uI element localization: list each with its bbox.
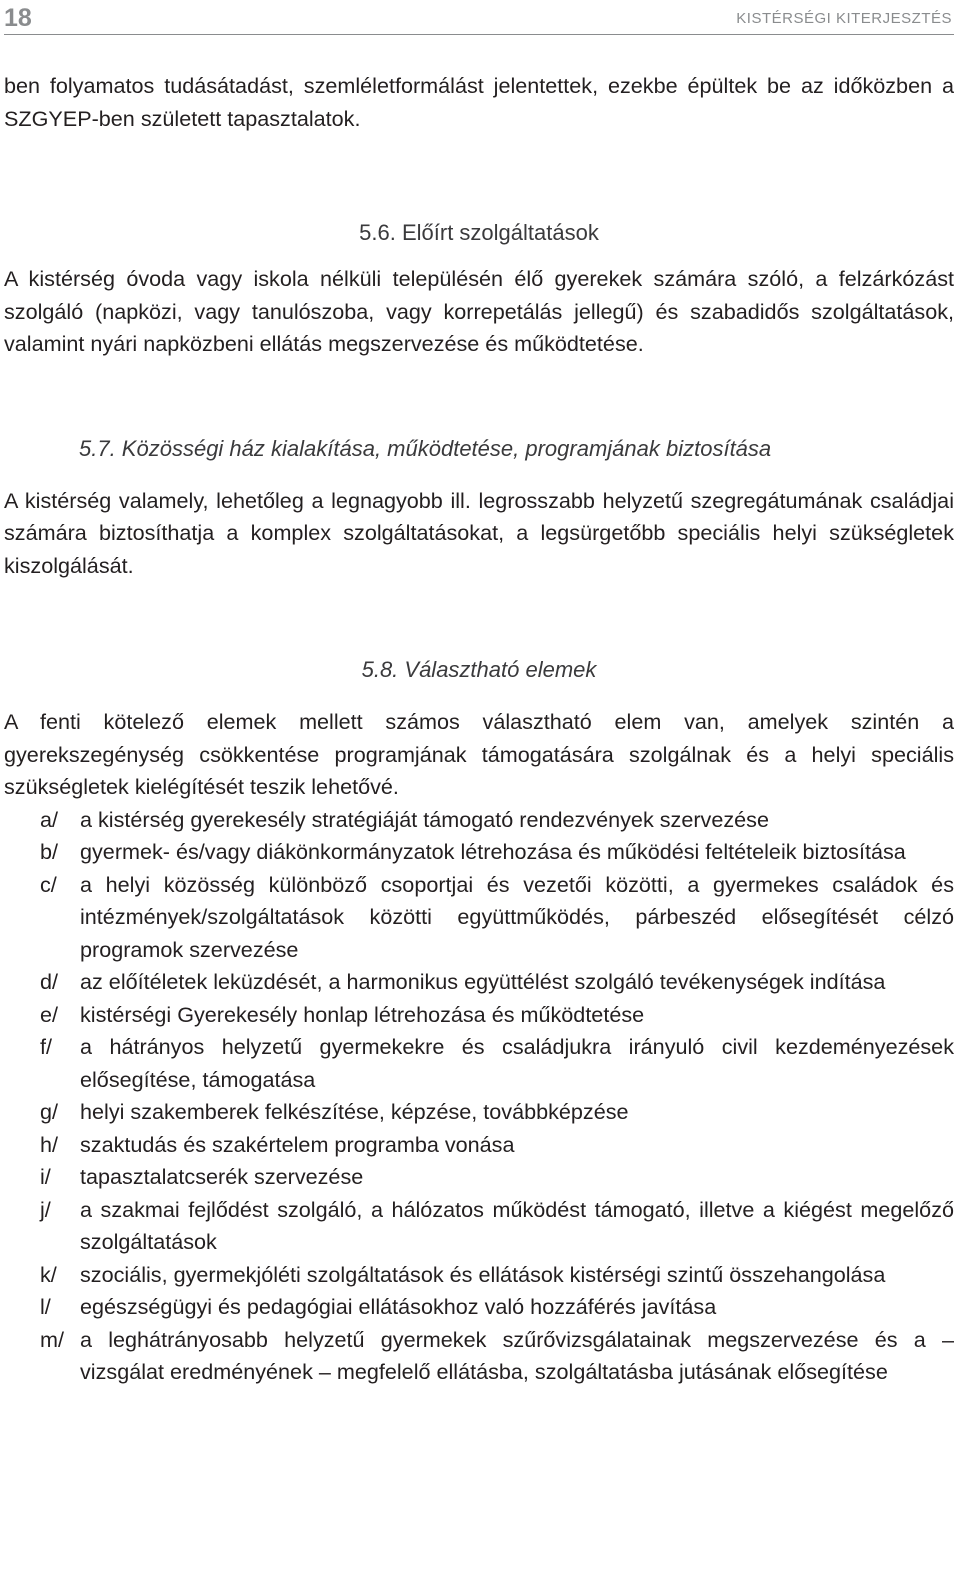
list-item-text: az előítéletek leküzdését, a harmonikus együttélést szolgáló tevékenységek indítása — [80, 969, 886, 994]
list-item — [4, 1161, 954, 1194]
list-item-marker: k/ — [40, 1261, 57, 1287]
list-item-marker: g/ — [40, 1099, 59, 1124]
page-number: 18 — [4, 4, 32, 32]
header-divider — [4, 34, 954, 35]
list-item-marker: e/ — [40, 1001, 59, 1027]
list-item-marker: l/ — [40, 1294, 51, 1319]
list-item-text: szaktudás és szakértelem programba vonása — [80, 1131, 515, 1157]
list-item — [4, 869, 954, 967]
list-item-marker: h/ — [40, 1131, 59, 1157]
list-item-marker: m/ — [40, 1326, 64, 1352]
list-item-marker: d/ — [40, 969, 59, 994]
section-5-6-heading: 5.6. Előírt szolgáltatások — [359, 220, 599, 245]
section-5-6-paragraph: A kistérség óvoda vagy iskola nélküli településén élő gyerekek számára szóló, a felzárkózást szolgáló (napközi, vagy tanulószoba, vagy korrepetálás jellegű) és szabadidős szolgáltatások, valamint nyári napközbeni ellátás megszervezése és működtetése. — [4, 266, 954, 356]
list-item-marker: a/ — [40, 806, 59, 832]
section-5-8-heading: 5.8. Választható elemek — [361, 657, 597, 682]
list-item — [4, 1031, 954, 1096]
list-item-text: egészségügyi és pedagógiai ellátásokhoz való hozzáférés javítása — [80, 1294, 717, 1319]
list-item — [4, 1096, 954, 1129]
section-5-8-paragraph: A fenti kötelező elemek mellett számos választható elem van, amelyek szintén a gyerekszegénység csökkentése programjának támogatására szolgálnak és a helyi speciális szükségletek kielégítését teszik lehetővé. — [4, 709, 954, 799]
intro-paragraph: ben folyamatos tudásátadást, szemléletformálást jelentettek, ezekbe épültek be az időközben a SZGYEP-ben született tapasztalatok. — [4, 73, 954, 131]
list-item — [4, 804, 954, 837]
optional-elements-list — [4, 804, 954, 1389]
list-item-marker: i/ — [40, 1164, 51, 1189]
section-5-7-paragraph: A kistérség valamely, lehetőleg a legnagyobb ill. legrosszabb helyzetű szegregátumának családjai számára biztosíthatja a komplex szolgáltatásokat, a legsürgetőbb speciális helyi szükségletek kiszolgálását. — [4, 487, 954, 578]
list-item — [4, 966, 954, 999]
list-item — [4, 1129, 954, 1162]
list-item-text: gyermek- és/vagy diákönkormányzatok létrehozása és működési feltételeik biztosítása — [80, 839, 906, 864]
list-item-marker: c/ — [40, 871, 57, 897]
list-item-marker: j/ — [40, 1196, 51, 1222]
list-item-text: a helyi közösség különböző csoportjai és vezetői közötti, a gyermekes családok és intézmények/szolgáltatások közötti együttműködés, párbeszéd elősegítését célzó programok szervezése — [80, 871, 954, 962]
list-item-text: szociális, gyermekjóléti szolgáltatások és ellátások kistérségi szintű összehangolása — [80, 1261, 886, 1287]
list-item-text: kistérségi Gyerekesély honlap létrehozása és működtetése — [80, 1001, 645, 1027]
list-item — [4, 999, 954, 1032]
list-item-text: a szakmai fejlődést szolgáló, a hálózatos működést támogató, illetve a kiégést megelőző szolgáltatások — [80, 1196, 954, 1254]
list-item — [4, 1291, 954, 1324]
list-item-marker: f/ — [40, 1034, 52, 1059]
list-item-text: helyi szakemberek felkészítése, képzése, továbbképzése — [80, 1099, 629, 1124]
list-item — [4, 1259, 954, 1292]
list-item-text: a hátrányos helyzetű gyermekekre és családjukra irányuló civil kezdeményezések elősegítése, támogatása — [80, 1034, 954, 1092]
running-title: KISTÉRSÉGI KITERJESZTÉS — [736, 10, 952, 27]
list-item-text: tapasztalatcserék szervezése — [80, 1164, 364, 1189]
list-item-text: a kistérség gyerekesély stratégiáját támogató rendezvények szervezése — [80, 806, 769, 832]
list-item — [4, 836, 954, 869]
list-item — [4, 1194, 954, 1259]
list-item-marker: b/ — [40, 839, 59, 864]
page-header — [0, 0, 960, 36]
page-body — [4, 70, 954, 1389]
list-item-text: a leghátrányosabb helyzetű gyermekek szűrővizsgálatainak megszervezése és a – vizsgálat eredményének – megfelelő ellátásba, szolgáltatásba jutásának elősegítése — [80, 1326, 954, 1384]
section-5-7-heading: 5.7. Közösségi ház kialakítása, működtetése, programjának biztosítása — [79, 435, 772, 461]
list-item — [4, 1324, 954, 1389]
